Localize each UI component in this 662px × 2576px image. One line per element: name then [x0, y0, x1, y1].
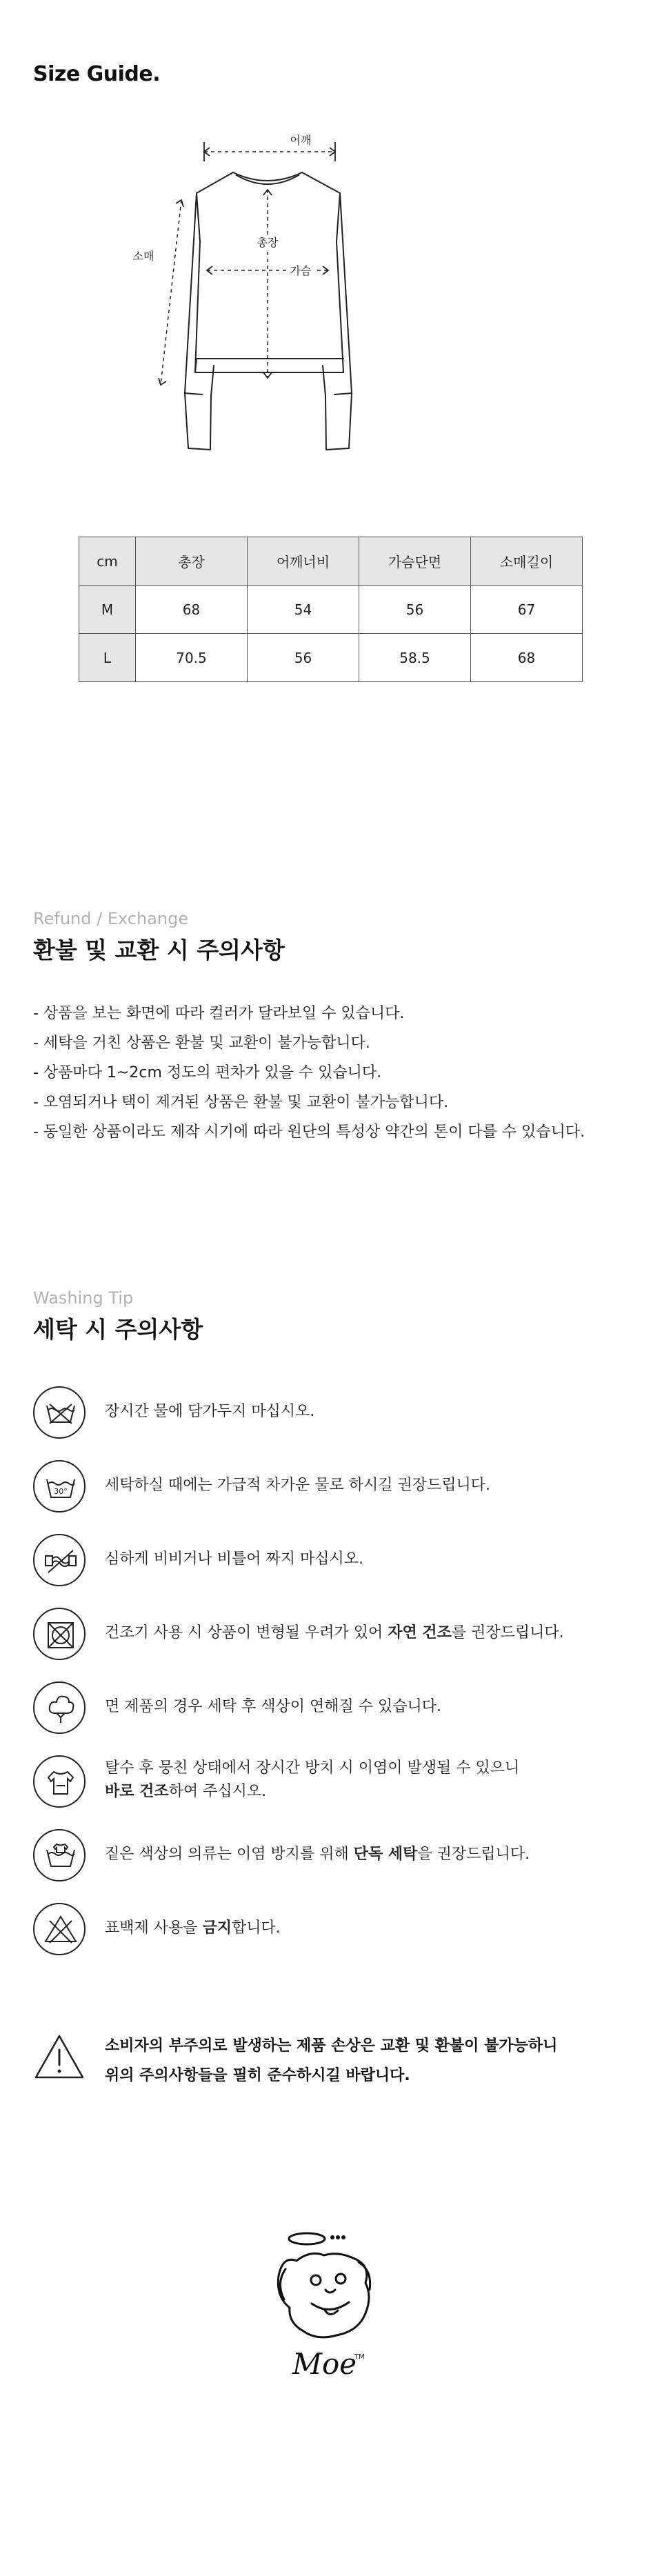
table-cell: 67: [471, 586, 583, 634]
shoulder-label: 어깨: [290, 134, 312, 147]
wash-tip-row: [33, 1386, 626, 1441]
sweatshirt-size-diagram: [132, 124, 447, 497]
wash-tip-text: 짙은 색상의 의류는 이염 방지를 위해 단독 세탁을 권장드립니다.: [105, 1846, 530, 1863]
brand-logo: [269, 2228, 393, 2386]
shirt-dry-icon: [33, 1755, 86, 1808]
size-table-header: [79, 537, 583, 586]
table-row: [79, 634, 583, 682]
wash-tip-row: [33, 1755, 626, 1810]
list-item: - 오염되거나 택이 제거된 상품은 환불 및 교환이 불가능합니다.: [33, 1094, 449, 1111]
table-cell: 54: [248, 586, 359, 634]
emphasis-text: 바로 건조: [105, 1783, 169, 1800]
cotton-icon: [33, 1681, 86, 1734]
wash-tip-row: [33, 1681, 626, 1737]
length-label: 총장: [257, 236, 279, 249]
separate-wash-icon: [33, 1829, 86, 1881]
warning-line: 소비자의 부주의로 발생하는 제품 손상은 교환 및 환불이 불가능하니: [105, 2037, 558, 2055]
brand-wordmark: Moe: [292, 2347, 357, 2381]
table-cell: 56: [359, 586, 471, 634]
size-guide-title: Size Guide.: [33, 62, 161, 86]
table-cell: 68: [471, 634, 583, 682]
table-row: [79, 586, 583, 634]
size-label-cell: M: [79, 586, 136, 634]
warning-line: 위의 주의사항들을 필히 준수하시길 바랍니다.: [105, 2067, 410, 2084]
wash-tip-row: [33, 1534, 626, 1589]
wash-tip-row: [33, 1460, 626, 1515]
emphasis-text: 금지: [202, 1919, 232, 1937]
washing-title: 세탁 시 주의사항: [33, 1316, 203, 1343]
sleeve-label: 소매: [132, 250, 154, 263]
svg-text:30°: 30°: [54, 1487, 68, 1496]
emphasis-text: 자연 건조: [388, 1624, 452, 1641]
list-item: - 세탁을 거친 상품은 환불 및 교환이 불가능합니다.: [33, 1035, 370, 1052]
no-tumble-dry-icon: [33, 1608, 86, 1660]
size-table-header-cell: 어깨너비: [248, 537, 359, 586]
wash-tip-text: 건조기 사용 시 상품이 변형될 우려가 있어 자연 건조를 권장드립니다.: [105, 1624, 564, 1641]
table-cell: 58.5: [359, 634, 471, 682]
washing-subtitle: Washing Tip: [33, 1288, 134, 1308]
wash-tip-row: [33, 1608, 626, 1663]
table-cell: 70.5: [136, 634, 248, 682]
no-bleach-icon: [33, 1903, 86, 1955]
refund-subtitle: Refund / Exchange: [33, 909, 189, 928]
size-table: [79, 537, 583, 682]
wash-tip-text: 표백제 사용을 금지합니다.: [105, 1919, 281, 1937]
trademark-mark: TM: [354, 2353, 365, 2361]
no-wring-icon: [33, 1534, 86, 1586]
table-cell: 56: [248, 634, 359, 682]
size-label-cell: L: [79, 634, 136, 682]
wash-tip-text: 탈수 후 뭉친 상태에서 장시간 방치 시 이염이 발생될 수 있으니 바로 건조하여 주십시오.: [105, 1759, 520, 1800]
chest-label: 가슴: [290, 264, 312, 277]
size-table-header-cell: 가슴단면: [359, 537, 471, 586]
wash-tip-row: [33, 1903, 626, 1958]
refund-title: 환불 및 교환 시 주의사항: [33, 937, 285, 963]
wash-tip-text: 장시간 물에 담가두지 마십시오.: [105, 1403, 315, 1420]
list-item: - 동일한 상품이라도 제작 시기에 따라 원단의 특성상 약간의 톤이 다를 수 있습니다.: [33, 1124, 585, 1141]
wash-tip-text: 심하게 비비거나 비틀어 짜지 마십시오.: [105, 1550, 363, 1568]
warning-triangle-icon: [33, 2033, 86, 2081]
cold-wash-30-icon: [33, 1460, 86, 1512]
wash-tip-row: [33, 1829, 626, 1884]
list-item: - 상품마다 1~2cm 정도의 편차가 있을 수 있습니다.: [33, 1064, 382, 1081]
wash-tip-text: 면 제품의 경우 세탁 후 색상이 연해질 수 있습니다.: [105, 1698, 441, 1715]
size-table-header-cell: 소매길이: [471, 537, 583, 586]
emphasis-text: 단독 세탁: [353, 1846, 418, 1863]
size-table-header-cell: 총장: [136, 537, 248, 586]
warning-notice: [105, 2031, 557, 2090]
table-cell: 68: [136, 586, 248, 634]
wash-tip-text: 세탁하실 때에는 가급적 차가운 물로 하시길 권장드립니다.: [105, 1477, 491, 1494]
size-table-header-cell: cm: [79, 537, 136, 586]
list-item: - 상품을 보는 화면에 따라 컬러가 달라보일 수 있습니다.: [33, 1005, 405, 1022]
refund-notice-list: [33, 999, 585, 1147]
no-soak-icon: [33, 1386, 86, 1439]
